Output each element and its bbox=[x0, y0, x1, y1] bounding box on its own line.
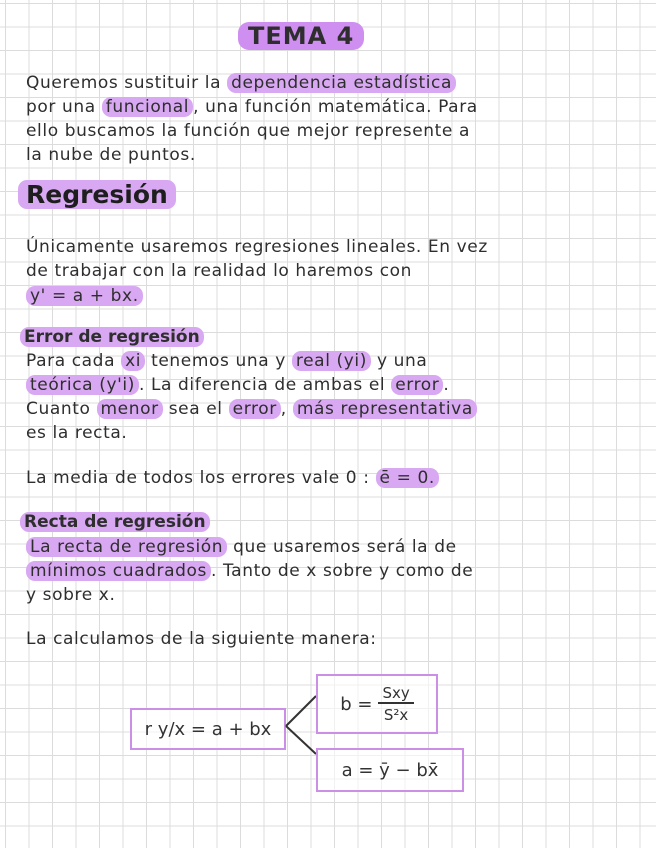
page-title: TEMA 4 bbox=[238, 22, 364, 50]
highlight-dependencia: dependencia estadística bbox=[227, 73, 456, 93]
heading-recta: Recta de regresión bbox=[20, 512, 210, 532]
recta-line-1: La recta de regresión que usaremos será la de bbox=[26, 536, 457, 558]
highlight-funcional: funcional bbox=[102, 97, 193, 117]
formula-a-box: a = ȳ − bx̄ bbox=[316, 748, 464, 792]
error-line-4: es la recta. bbox=[26, 423, 128, 443]
intro-line-1: Queremos sustituir la dependencia estadística bbox=[26, 72, 456, 94]
formula-b-box: b = $\frac{\text{Sxy}}{\text{S²x}}$ bbox=[316, 674, 438, 734]
regresion-formula: y' = a + bx. bbox=[26, 285, 143, 307]
intro-line-3: ello buscamos la función que mejor represente a bbox=[26, 121, 470, 141]
intro-line-2: por una funcional , una función matemática. Para bbox=[26, 97, 478, 117]
error-line-3: Cuanto menor sea el error , más representativa bbox=[26, 398, 477, 420]
mean-formula: ē = 0. bbox=[376, 468, 439, 488]
formula-branch-lines bbox=[284, 690, 320, 760]
error-line-1: Para cada xi tenemos una y real (yi) y una bbox=[26, 351, 428, 371]
error-line-2: teórica (y'i) . La diferencia de ambas el error . bbox=[26, 374, 449, 396]
recta-line-3: y sobre x. bbox=[26, 585, 116, 605]
intro-line-4: la nube de puntos. bbox=[26, 145, 196, 165]
formula-main-box: r y/x = a + bx bbox=[130, 708, 286, 750]
formula-b-fraction: $\frac{\text{Sxy}}{\text{S²x}}$ bbox=[378, 684, 413, 724]
heading-error: Error de regresión bbox=[20, 327, 204, 347]
regresion-line-2: de trabajar con la realidad lo haremos con bbox=[26, 261, 413, 281]
regresion-line-1: Únicamente usaremos regresiones lineales. En vez bbox=[26, 237, 488, 257]
error-mean-line: La media de todos los errores vale 0 : ē = 0. bbox=[26, 467, 439, 489]
recta-line-2: mínimos cuadrados . Tanto de x sobre y como de bbox=[26, 560, 473, 582]
heading-regresion: Regresión bbox=[18, 180, 176, 209]
recta-line-4: La calculamos de la siguiente manera: bbox=[26, 629, 377, 649]
